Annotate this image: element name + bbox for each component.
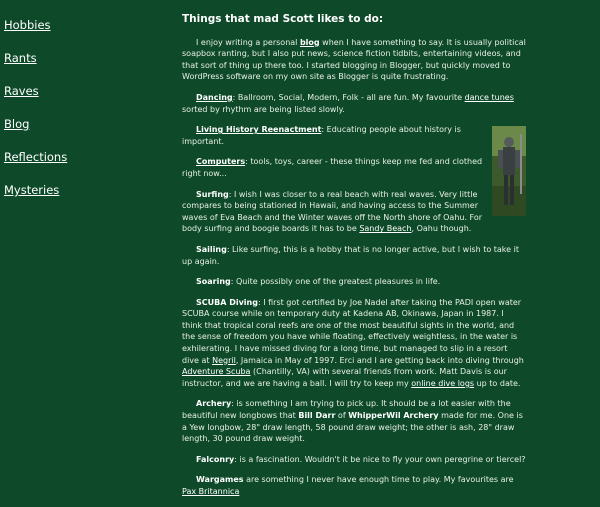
archery-text-2: of: [335, 411, 349, 421]
nav-link-blog[interactable]: Blog: [4, 117, 30, 131]
sidebar-nav: [4, 14, 164, 212]
wargames-paragraph: [182, 474, 526, 497]
nav-item-hobbies: [4, 14, 164, 33]
history-paragraph: [182, 124, 526, 147]
surfing-text-post: , Oahu though.: [411, 224, 472, 234]
knight-armor-photo: [492, 126, 526, 216]
nav-item-mysteries: [4, 179, 164, 198]
whipperwil-archery-name: WhipperWil Archery: [348, 411, 439, 421]
archery-paragraph: [182, 398, 526, 444]
falconry-title: Falconry: [196, 454, 235, 464]
wargames-title: Wargames: [196, 475, 244, 485]
computers-text: : tools, toys, career - these things keep me fed and clothed right now...: [182, 157, 483, 178]
scuba-text-2: , Jamaica in May of 1997. Erci and I are getting back into diving through: [235, 355, 524, 365]
blog-paragraph: [182, 37, 526, 83]
sailing-paragraph: [182, 244, 526, 267]
pax-britannica-link[interactable]: Pax Britannica: [182, 487, 240, 496]
computers-paragraph: [182, 156, 526, 179]
wargames-text: are something I never have enough time to play. My favourites are: [243, 475, 514, 485]
scuba-title: SCUBA Diving: [196, 297, 258, 307]
scuba-text-4: up to date.: [474, 378, 521, 388]
surfing-text-pre: : I wish I was closer to a real beach with real waves. Very little compares to being stationed in Hawaii, and having access to the Summer waves of Eva Beach and the Winter waves off the North shore of Oahu. For body surfing and boogie boards it has to be: [182, 189, 483, 234]
online-dive-logs-link[interactable]: online dive logs: [411, 378, 475, 388]
falconry-paragraph: [182, 454, 526, 466]
history-title: Living History Reenactment: [196, 125, 322, 135]
soaring-text: : Quite possibly one of the greatest pleasures in life.: [230, 277, 441, 287]
dance-tunes-link[interactable]: dance tunes: [464, 92, 514, 102]
dancing-text-post: sorted by rhythm are being listed slowly.: [182, 104, 345, 114]
dancing-paragraph: [182, 92, 526, 115]
soaring-title: Soaring: [196, 277, 231, 287]
blog-text-pre: I enjoy writing a personal: [196, 37, 300, 47]
archery-title: Archery: [196, 399, 232, 409]
scuba-paragraph: [182, 297, 526, 390]
history-text: : Educating people about history is important.: [182, 125, 461, 146]
sandy-beach-link[interactable]: Sandy Beach: [359, 224, 412, 234]
nav-link-mysteries[interactable]: Mysteries: [4, 183, 60, 197]
nav-item-rants: [4, 47, 164, 66]
nav-link-raves[interactable]: Raves: [4, 84, 39, 98]
surfing-paragraph: [182, 189, 526, 235]
nav-link-hobbies[interactable]: Hobbies: [4, 18, 51, 32]
archery-text-1: : is something I am trying to pick up. It should be a lot easier with the beautiful new longbows that: [182, 399, 511, 421]
nav-item-raves: [4, 80, 164, 99]
surfing-title: Surfing: [196, 189, 229, 199]
nav-item-blog: [4, 113, 164, 132]
nav-link-rants[interactable]: Rants: [4, 51, 37, 65]
blog-text-post: when I have something to say. It is usually political soapbox ranting, but I also put news, science fiction tidbits, entertaining videos, and that sort of thing up there too. I started blogging in Blogger, but quickly moved to WordPress software on my own site as Blogger is quite frustrating.: [182, 37, 526, 82]
dancing-text-pre: : Ballroom, Social, Modern, Folk - all are fun. My favourite: [232, 92, 465, 102]
scuba-text-1: : I first got certified by Joe Nadel after taking the PADI open water SCUBA course while on temporary duty at Kadena AB, Okinawa, Japan in 1987. I think that tropical coral reefs are one of the most beautiful sights in the world, and the sense of freedom you have while floating, effectively weightless, in the water is exhilerating. I have missed diving for a long time, but managed to slip in a resort dive at: [182, 297, 522, 365]
blog-link[interactable]: blog: [299, 37, 320, 47]
page-title: Things that mad Scott likes to do:: [182, 13, 384, 25]
nav-link-reflections[interactable]: Reflections: [4, 150, 68, 164]
soaring-paragraph: [182, 276, 526, 288]
sailing-text: : Like surfing, this is a hobby that is no longer active, but I wish to take it up again.: [182, 244, 519, 266]
sailing-title: Sailing: [196, 244, 227, 254]
dancing-title: Dancing: [196, 92, 233, 102]
falconry-text: : is a fascination. Wouldn't it be nice to fly your own peregrine or tiercel?: [234, 454, 526, 464]
nav-item-reflections: [4, 146, 164, 165]
computers-title: Computers: [196, 157, 246, 167]
adventure-scuba-link[interactable]: Adventure Scuba: [182, 367, 251, 377]
bill-darr-name: Bill Darr: [298, 411, 336, 421]
main-content: [182, 14, 526, 507]
archery-text-3: made for me. One is a Yew longbow, 28" draw length, 58 pound draw weight; the other is ash, 28" draw length, 30 pound draw weight.: [182, 411, 523, 444]
negril-link[interactable]: Negril: [212, 355, 236, 365]
scuba-text-3: (Chantilly, VA) with several friends from work. Matt Davis is our instructor, and we are having a ball. I will try to keep my: [182, 367, 507, 388]
